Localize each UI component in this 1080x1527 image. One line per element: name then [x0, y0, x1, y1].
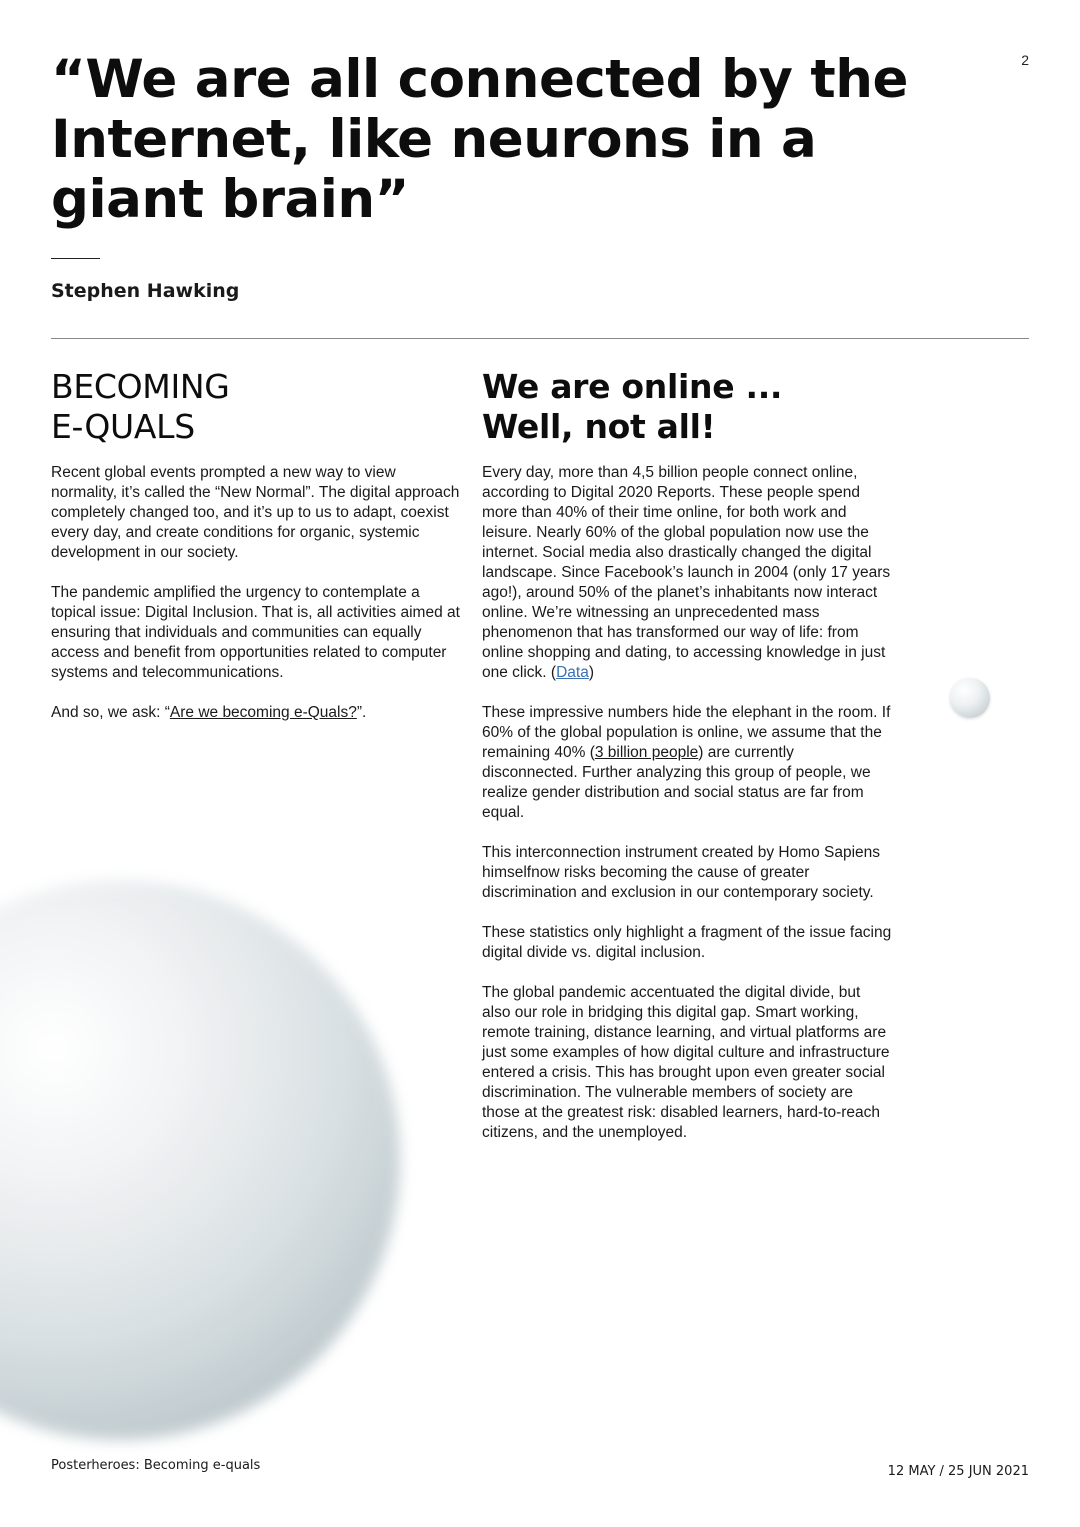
left-column-heading: BECOMING E-QUALS — [51, 367, 230, 446]
page-number: 2 — [1021, 52, 1029, 68]
right-paragraph-3: This interconnection instrument created by Homo Sapiens himselfnow risks becoming the cause of greater discrimination and exclusion in our contemporary society. — [482, 844, 881, 901]
left-paragraph-3 — [51, 703, 461, 723]
right-paragraph-2-suffix: ) are currently disconnected. Further analyzing this group of people, we realize gender distribution and social status are far from equal. — [482, 744, 871, 821]
footer-date: 12 MAY / 25 JUN 2021 — [887, 1464, 1029, 1479]
quote-author: Stephen Hawking — [51, 280, 240, 302]
right-paragraph-2 — [482, 703, 892, 823]
are-we-becoming-equals-link[interactable]: Are we becoming e-Quals? — [169, 704, 357, 721]
large-sphere-decoration — [0, 880, 400, 1440]
left-column — [51, 463, 461, 743]
small-sphere-decoration — [950, 678, 990, 718]
right-paragraph-2-prefix: These impressive numbers hide the elephant in the room. If 60% of the global population is online, we assume that the remaining 40% ( — [482, 704, 891, 761]
right-paragraph-4: These statistics only highlight a fragment of the issue facing digital divide vs. digital inclusion. — [482, 924, 892, 961]
right-paragraph-5: The global pandemic accentuated the digital divide, but also our role in bridging this digital gap. Smart working, remote training, distance learning, and virtual platforms are just some examples of how digital culture and infrastructure entered a crisis. This has brought upon even greater social discrimination. The vulnerable members of society are those at the greatest risk: disabled learners, hard-to-reach citizens, and the unemployed. — [482, 984, 890, 1141]
left-paragraph-3-prefix: And so, we ask: “ — [51, 704, 170, 721]
short-divider — [51, 258, 100, 259]
section-divider — [51, 338, 1029, 339]
right-column — [482, 463, 892, 1163]
left-paragraph-3-suffix: ”. — [356, 704, 367, 721]
right-paragraph-1-suffix: ) — [588, 664, 595, 681]
right-paragraph-1-text: Every day, more than 4,5 billion people connect online, according to Digital 2020 Reports. These people spend more than 40% of their time online, for both work and leisure. Nearly 60% of the global population now use the internet. Social media also drastically changed the digital landscape. Since Facebook’s launch in 2004 (only 17 years ago!), around 50% of the planet’s inhabitants now interact online. We’re witnessing an unprecedented mass phenomenon that has transformed our way of life: from online shopping and dating, to accessing knowledge in just one click. ( — [482, 464, 891, 681]
three-billion-people-link[interactable]: 3 billion people — [594, 744, 699, 761]
left-paragraph-1: Recent global events prompted a new way to view normality, it’s called the “New Normal”. The digital approach completely changed too, and it’s up to us to adapt, coexist every day, and create conditions for organic, systemic development in our society. — [51, 464, 460, 561]
data-link[interactable]: Data — [556, 664, 589, 681]
left-paragraph-2: The pandemic amplified the urgency to contemplate a topical issue: Digital Inclusion. That is, all activities aimed at ensuring that individuals and communities can equally access and benefit from opportunities related to computer systems and telecommunications. — [51, 584, 460, 681]
pull-quote: “We are all connected by the Internet, like neurons in a giant brain” — [51, 49, 908, 230]
right-column-heading: We are online ... Well, not all! — [482, 367, 783, 446]
right-paragraph-1 — [482, 463, 892, 683]
footer-title: Posterheroes: Becoming e-quals — [51, 1458, 261, 1473]
